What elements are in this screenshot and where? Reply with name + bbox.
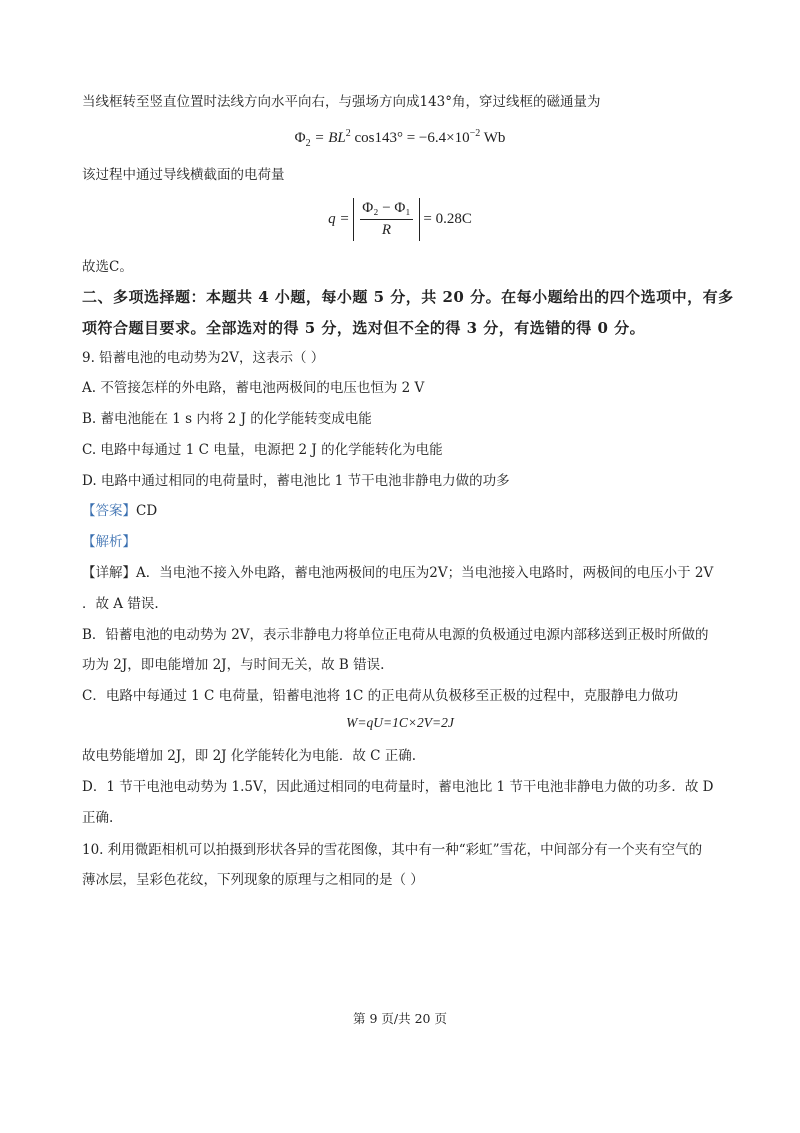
answer-label: 【答案】 [82, 503, 136, 519]
text-line: D．1 节干电池电动势为 1.5V，因此通过相同的电荷量时，蓄电池比 1 节干电池非静电力做的功多．故 D [82, 779, 714, 795]
fraction-denominator: R [381, 222, 392, 238]
question-10-cont: 薄冰层，呈彩色花纹，下列现象的原理与之相同的是（ ） [82, 872, 424, 888]
answer-line [82, 501, 730, 521]
analysis-label: 【解析】 [82, 534, 136, 550]
formula-result: = 0.28C [419, 210, 472, 227]
question-10: 10. 利用微距相机可以拍摄到形状各异的雪花图像，其中有一种“彩虹”雪花，中间部分有一个夹有空气的 [82, 842, 703, 858]
formula-sup: 2 [345, 128, 351, 139]
formula-work: W=qU=1C×2V=2J [346, 715, 454, 730]
formula-rhs-sup: −2 [469, 128, 481, 139]
option-a: A. 不管接怎样的外电路，蓄电池两极间的电压也恒为 2 V [82, 380, 425, 396]
option-c: C. 电路中每通过 1 C 电量，电源把 2 J 的化学能转化为电能 [82, 442, 443, 458]
option-d: D. 电路中通过相同的电荷量时，蓄电池比 1 节干电池非静电力做的功多 [82, 473, 510, 489]
analysis-line [82, 532, 730, 552]
formula-lhs: Φ [294, 130, 306, 146]
fraction-numerator: Φ₂ − Φ₁ [360, 200, 412, 220]
formula-unit: Wb [480, 130, 506, 146]
page-footer: 第 9 页/共 20 页 [353, 1011, 447, 1026]
detail-label: 【详解】 [82, 565, 136, 581]
section-heading: 项符合题目要求。全部选对的得 5 分，选对但不全的得 3 分，有选错的得 0 分。 [82, 319, 646, 337]
text-line: B．铅蓄电池的电动势为 2V，表示非静电力将单位正电荷从电源的负极通过电源内部移送到正极时所做的 [82, 627, 709, 643]
text-line: 故选C。 [82, 259, 133, 275]
text-line: ．故 A 错误. [82, 596, 159, 612]
fraction [360, 200, 412, 239]
formula-sub: 2 [305, 138, 311, 149]
answer-value: CD [136, 503, 158, 519]
formula-rhs: cos143° = −6.4×10 [350, 130, 470, 146]
text-line: C．电路中每通过 1 C 电荷量，铅蓄电池将 1C 的正电荷从负极移至正极的过程中，克服静电力做功 [82, 688, 679, 704]
formula-charge [0, 198, 800, 241]
section-heading: 二、多项选择题：本题共 4 小题，每小题 5 分，共 20 分。在每小题给出的四个选项中，有多 [82, 288, 734, 306]
abs-value [353, 198, 419, 241]
formula-flux [0, 128, 800, 149]
option-b: B. 蓄电池能在 1 s 内将 2 J 的化学能转变成电能 [82, 411, 372, 427]
text-line: 故电势能增加 2J，即 2J 化学能转化为电能．故 C 正确. [82, 748, 417, 764]
formula-q: q = [328, 210, 354, 227]
text-line: 正确. [82, 810, 114, 826]
text-line: 该过程中通过导线横截面的电荷量 [82, 167, 285, 183]
text-line: 功为 2J，即电能增加 2J，与时间无关，故 B 错误. [82, 657, 385, 673]
formula-mid: = BL [310, 130, 346, 146]
question-9: 9. 铅蓄电池的电动势为2V，这表示（ ） [82, 350, 325, 366]
detail-text: A．当电池不接入外电路，蓄电池两极间的电压为2V；当电池接入电路时，两极间的电压小于 2V [136, 565, 714, 581]
detail-line [82, 563, 730, 583]
text-line: 当线框转至竖直位置时法线方向水平向右，与强场方向成143°角，穿过线框的磁通量为 [82, 94, 601, 110]
